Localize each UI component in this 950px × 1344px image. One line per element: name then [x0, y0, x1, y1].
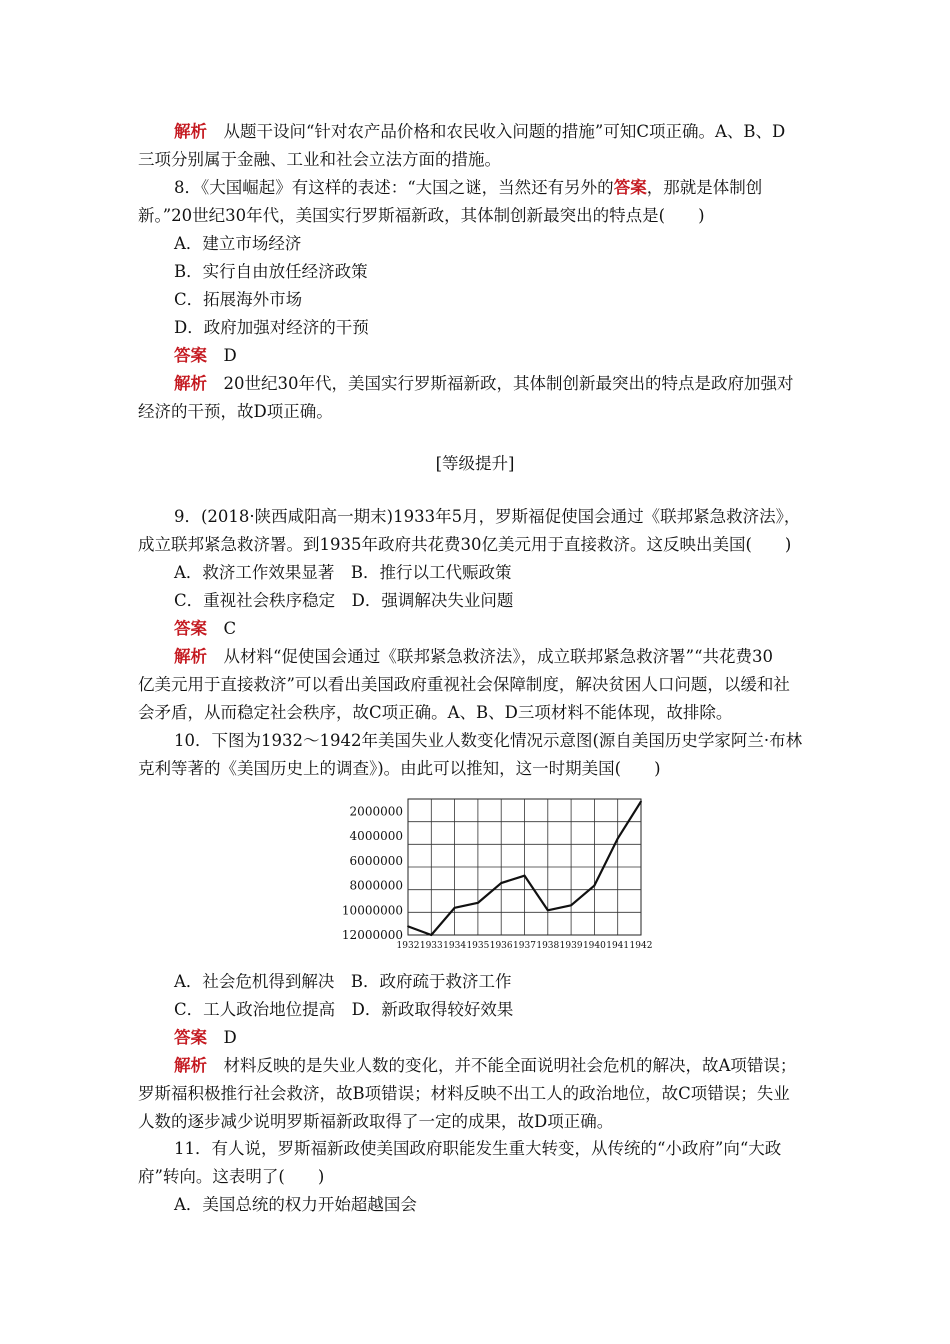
- section-title: [等级提升]: [435, 454, 515, 473]
- y-tick-label: 10000000: [341, 903, 403, 918]
- q8-stem-text-b: ，那就是体制创: [646, 178, 763, 197]
- q8-stem: [174, 177, 762, 199]
- x-tick-label: 1935: [466, 941, 490, 951]
- explain-label: 解析: [174, 122, 207, 141]
- q8-stem-line2: 新。”20世纪30年代，美国实行罗斯福新政，其体制创新最突出的特点是( ): [138, 206, 705, 225]
- q8-option-d: D．政府加强对经济的干预: [174, 318, 369, 337]
- q9-answer: [174, 618, 236, 640]
- answer-value: D: [223, 1028, 237, 1047]
- y-tick-label: 6000000: [349, 853, 403, 868]
- data-point: [524, 875, 526, 877]
- answer-label: 答案: [174, 1028, 207, 1047]
- q9-options-row1: A．救济工作效果显著 B．推行以工代赈政策: [174, 563, 512, 582]
- y-tick-label: 12000000: [341, 928, 403, 942]
- q8-option-a: A．建立市场经济: [174, 234, 302, 253]
- explain-label: 解析: [174, 1056, 207, 1075]
- q9-explanation-line3: 会矛盾，从而稳定社会秩序，故C项正确。A、B、D三项材料不能体现，故排除。: [138, 703, 733, 722]
- x-tick-label: 1932: [396, 941, 420, 951]
- x-tick-label: 1933: [419, 941, 443, 951]
- q10-answer: [174, 1027, 237, 1049]
- data-point: [640, 801, 642, 803]
- q9-explanation-line2: 亿美元用于直接救济”可以看出美国政府重视社会保障制度，解决贫困人口问题，以缓和社: [138, 675, 790, 694]
- data-point: [570, 904, 572, 906]
- q11-option-a: A．美国总统的权力开始超越国会: [174, 1195, 417, 1214]
- q8-stem-text-a: 8．《大国崛起》有这样的表述：“大国之谜，当然还有另外的: [174, 178, 614, 197]
- x-tick-label: 1937: [513, 941, 536, 951]
- data-point: [407, 925, 409, 927]
- data-point: [500, 882, 502, 884]
- q7-explanation-line: [174, 121, 785, 143]
- q10-stem: 10．下图为1932～1942年美国失业人数变化情况示意图(源自美国历史学家阿兰·布林: [174, 731, 803, 750]
- x-tick-label: 1942: [629, 941, 653, 951]
- q8-option-c: C．拓展海外市场: [174, 290, 303, 309]
- y-tick-label: 4000000: [349, 829, 403, 844]
- q8-explanation-line2: 经济的干预，故D项正确。: [138, 402, 333, 421]
- data-point: [594, 885, 596, 887]
- answer-value: C: [223, 619, 237, 638]
- x-tick-label: 1934: [443, 941, 467, 951]
- data-point: [477, 902, 479, 904]
- y-tick-label: 2000000: [349, 804, 403, 819]
- x-tick-label: 1941: [606, 941, 630, 951]
- data-point: [454, 907, 456, 909]
- q9-stem-line2: 成立联邦紧急救济署。到1935年政府共花费30亿美元用于直接救济。这反映出美国( ): [138, 535, 792, 554]
- q8-explanation: [174, 373, 794, 395]
- q9-explanation: [174, 646, 773, 668]
- q9-options-row2: C．重视社会秩序稳定 D．强调解决失业问题: [174, 591, 514, 610]
- x-tick-label: 1936: [489, 941, 513, 951]
- answer-label: 答案: [174, 346, 207, 365]
- x-tick-label: 1938: [536, 941, 560, 951]
- q11-stem-line2: 府”转向。这表明了( ): [138, 1167, 325, 1186]
- q10-explanation: [174, 1055, 796, 1077]
- explain-text: 材料反映的是失业人数的变化，并不能全面说明社会危机的解决，故A项错误；: [223, 1056, 797, 1075]
- data-point: [430, 934, 432, 936]
- unemployment-line-chart: [338, 793, 656, 957]
- data-point: [617, 838, 619, 840]
- q9-stem: 9．(2018·陕西咸阳高一期末)1933年5月，罗斯福促使国会通过《联邦紧急救济法》，: [174, 507, 801, 526]
- q11-stem: 11．有人说，罗斯福新政使美国政府职能发生重大转变，从传统的“小政府”向“大政: [174, 1139, 782, 1158]
- y-tick-label: 8000000: [349, 878, 403, 893]
- explain-text: 从材料“促使国会通过《联邦紧急救济法》，成立联邦紧急救济署”“共花费30: [223, 647, 774, 666]
- data-point: [547, 909, 549, 911]
- explain-label: 解析: [174, 647, 207, 666]
- answer-value: D: [223, 346, 237, 365]
- x-tick-label: 1940: [582, 941, 606, 951]
- explain-label: 解析: [174, 374, 207, 393]
- q8-option-b: B．实行自由放任经济政策: [174, 262, 368, 281]
- x-tick-label: 1939: [559, 941, 583, 951]
- q10-options-row1: A．社会危机得到解决 B．政府疏于救济工作: [174, 972, 512, 991]
- answer-label: 答案: [174, 619, 207, 638]
- q7-explanation-line2: 三项分别属于金融、工业和社会立法方面的措施。: [138, 150, 501, 169]
- q8-answer: [174, 345, 237, 367]
- q10-explanation-line3: 人数的逐步减少说明罗斯福新政取得了一定的成果，故D项正确。: [138, 1112, 614, 1131]
- q10-explanation-line2: 罗斯福积极推行社会救济，故B项错误；材料反映不出工人的政治地位，故C项错误；失业: [138, 1084, 790, 1103]
- q10-stem-line2: 克利等著的《美国历史上的调查》)。由此可以推知，这一时期美国( ): [138, 759, 661, 778]
- explain-text: 从题干设问“针对农产品价格和农民收入问题的措施”可知C项正确。A、B、D: [223, 122, 786, 141]
- answer-highlight: 答案: [613, 178, 647, 197]
- q10-options-row2: C．工人政治地位提高 D．新政取得较好效果: [174, 1000, 514, 1019]
- explain-text: 20世纪30年代，美国实行罗斯福新政，其体制创新最突出的特点是政府加强对: [223, 374, 794, 393]
